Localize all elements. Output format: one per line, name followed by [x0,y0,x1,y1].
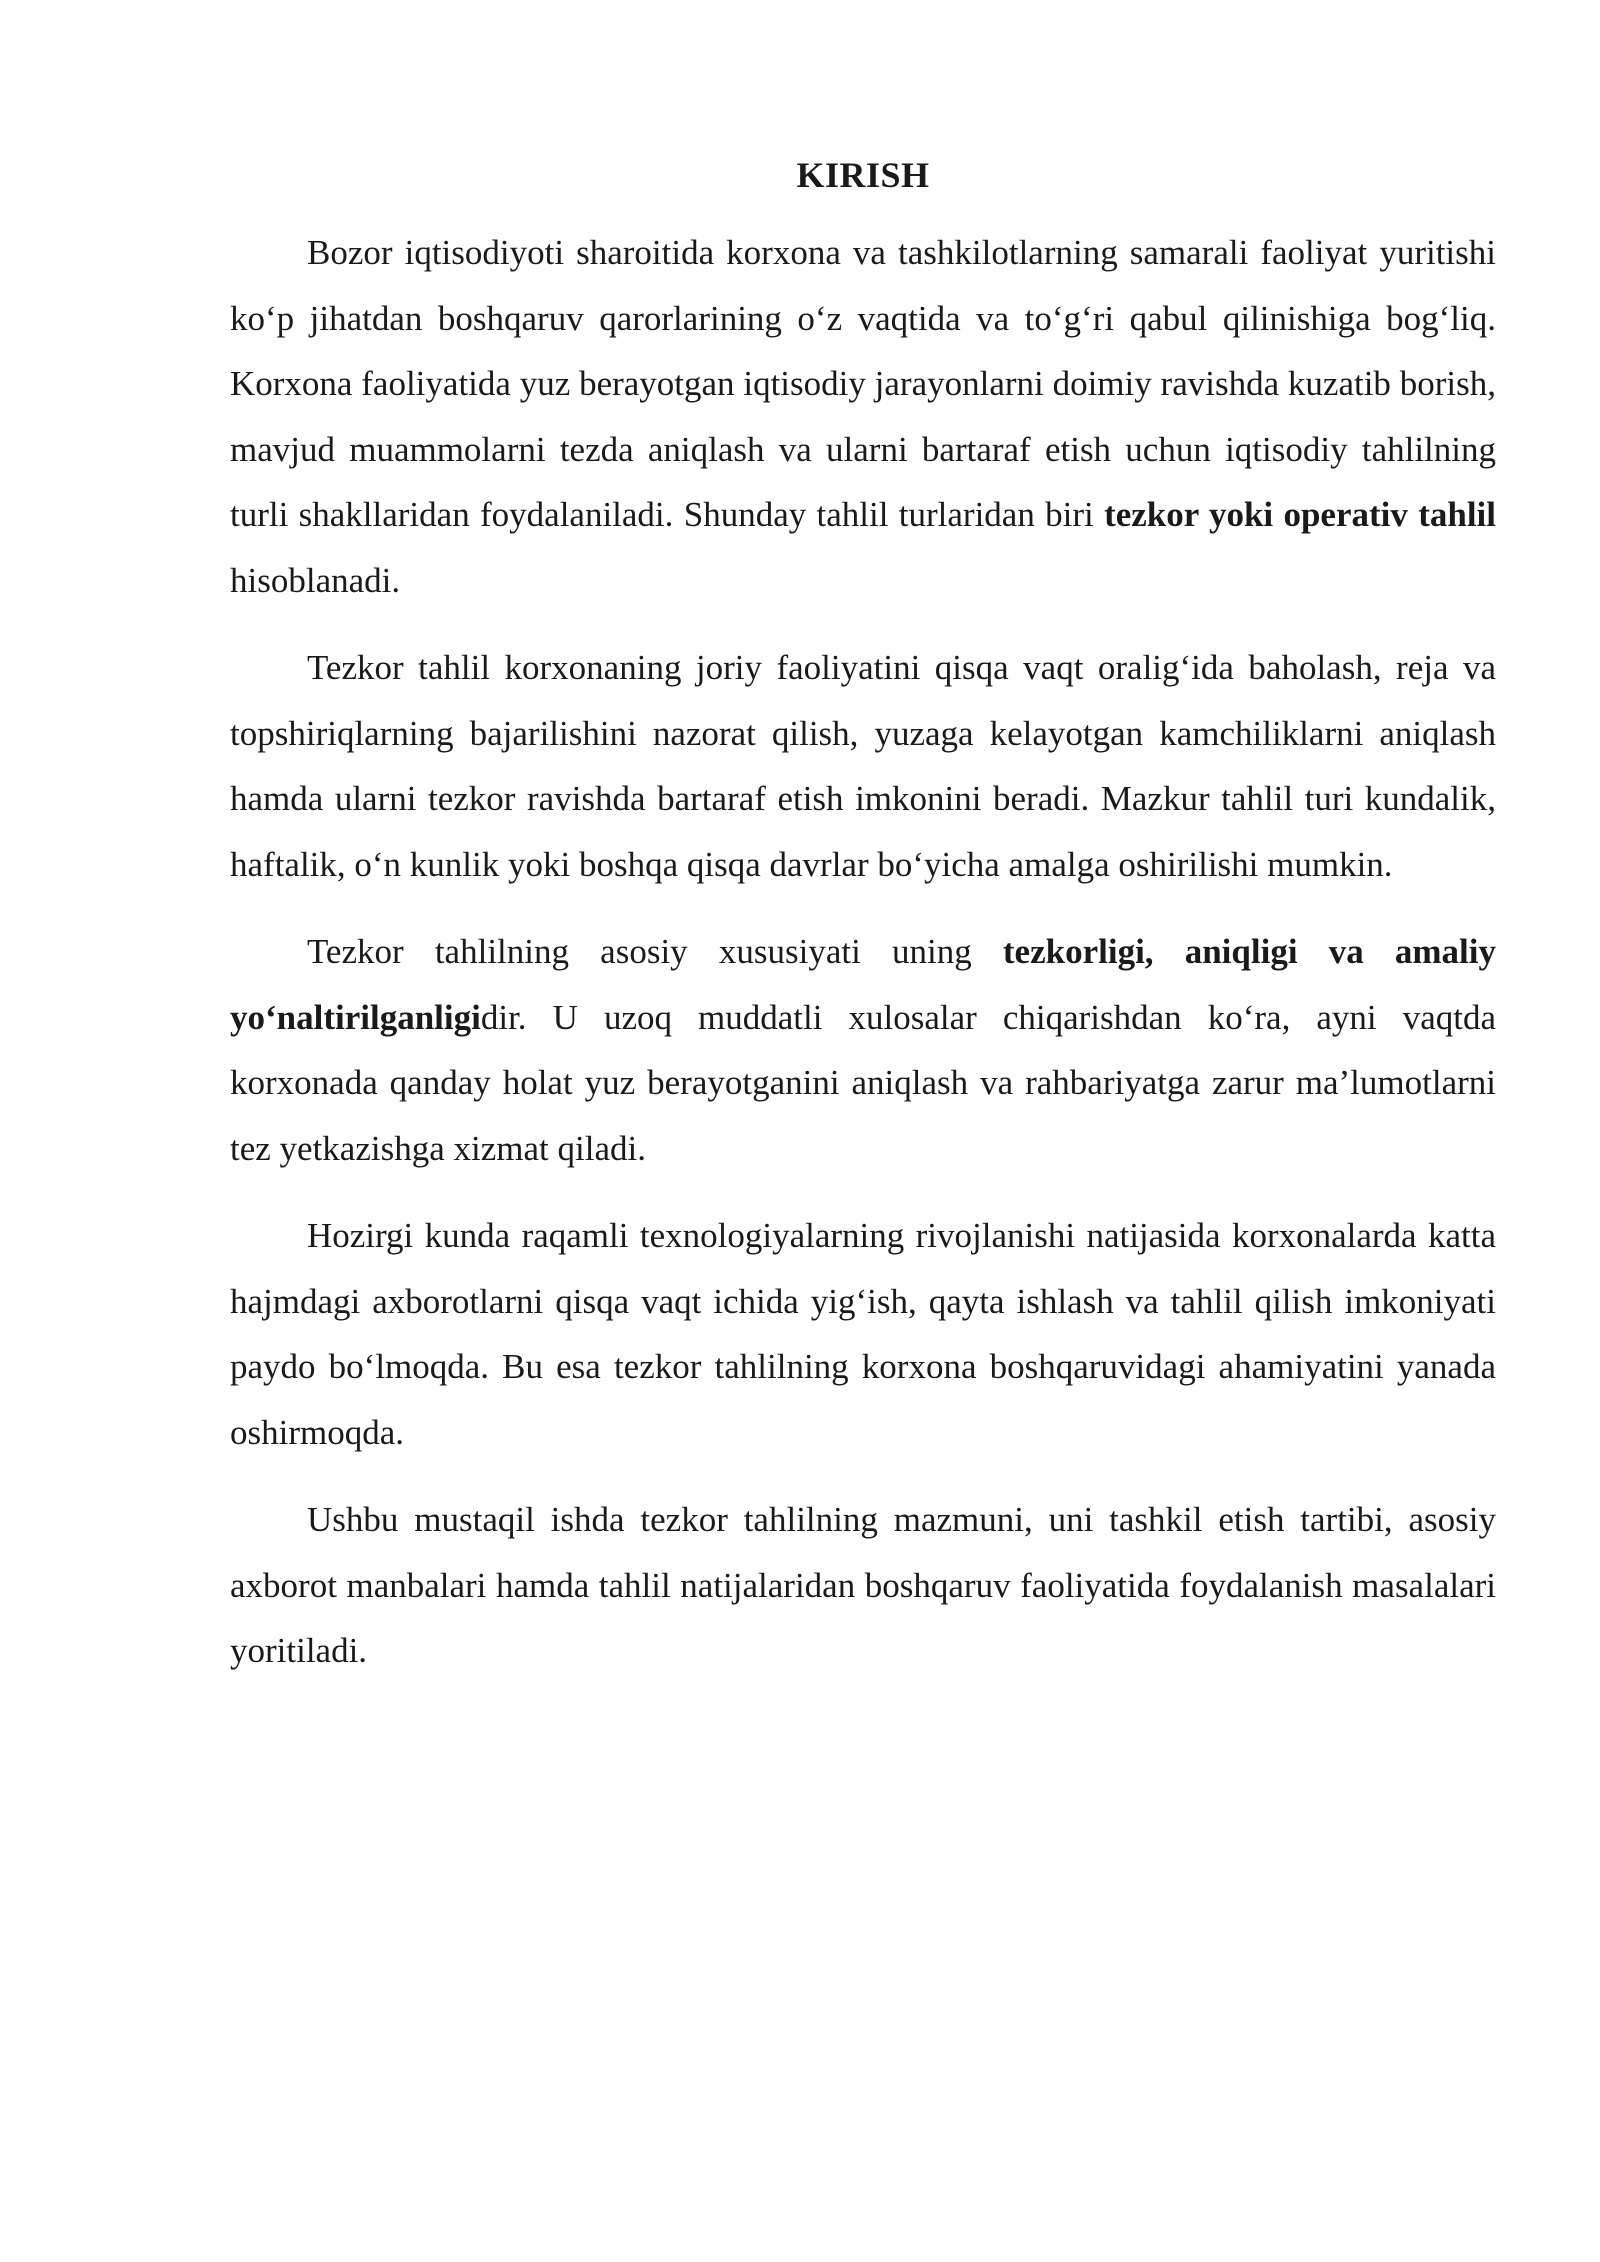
paragraph-3-bold: tezkorligi, aniqligi va amaliy yo‘naltirilganligi [230,932,1497,1037]
paragraph-1-tail: hisoblanadi. [230,560,401,600]
paragraph-3-text: Tezkor tahlilning asosiy xususiyati uning [307,932,1003,971]
paragraph-2 [230,635,1496,897]
paragraph-1-text: Bozor iqtisodiyoti sharoitida korxona va tashkilotlarning samarali faoliyat yuritishi ko‘p jihatdan boshqaruv qarorlarining o‘z vaqtida va to‘g‘ri qabul qilinishiga bog‘liq. Korxona faoliyatida yuz berayotgan iqtisodiy jarayonlarni doimiy ravishda kuzatib borish, mavjud muammolarni tezda aniqlash va ularni bartaraf etish uchun iqtisodiy tahlilning turli shakllaridan foydalaniladi. Shunday tahlil turlaridan biri [230,233,1496,534]
paragraph-3 [230,919,1496,1181]
document-title: KIRISH [796,155,930,195]
paragraph-2-text: Tezkor tahlil korxonaning joriy faoliyatini qisqa vaqt oralig‘ida baholash, reja va topshiriqlarning bajarilishini nazorat qilish, yuzaga kelayotgan kamchiliklarni aniqlash hamda ularni tezkor ravishda bartaraf etish imkonini beradi. Mazkur tahlil turi kundalik, haftalik, o‘n kunlik yoki boshqa qisqa davrlar bo‘yicha amalga oshirilishi mumkin. [230,648,1496,884]
paragraph-4 [230,1203,1496,1465]
paragraph-1 [230,220,1496,613]
paragraph-3-tail: dir. U uzoq muddatli xulosalar chiqarishdan ko‘ra, ayni vaqtda korxonada qanday holat yuz berayotganini aniqlash va rahbariyatga zarur ma’lumotlarni tez yetkazishga xizmat qiladi. [230,997,1496,1168]
paragraph-5 [230,1487,1496,1684]
paragraph-4-text: Hozirgi kunda raqamli texnologiyalarning rivojlanishi natijasida korxonalarda katta hajmdagi axborotlarni qisqa vaqt ichida yig‘ish, qayta ishlash va tahlil qilish imkoniyati paydo bo‘lmoqda. Bu esa tezkor tahlilning korxona boshqaruvidagi ahamiyatini yanada oshirmoqda. [230,1216,1496,1452]
document-page [230,150,1496,1706]
paragraph-1-bold: tezkor yoki operativ tahlil [1104,495,1496,534]
paragraph-5-text: Ushbu mustaqil ishda tezkor tahlilning mazmuni, uni tashkil etish tartibi, asosiy axborot manbalari hamda tahlil natijalaridan boshqaruv faoliyatida foydalanish masalalari yoritiladi. [230,1500,1496,1670]
